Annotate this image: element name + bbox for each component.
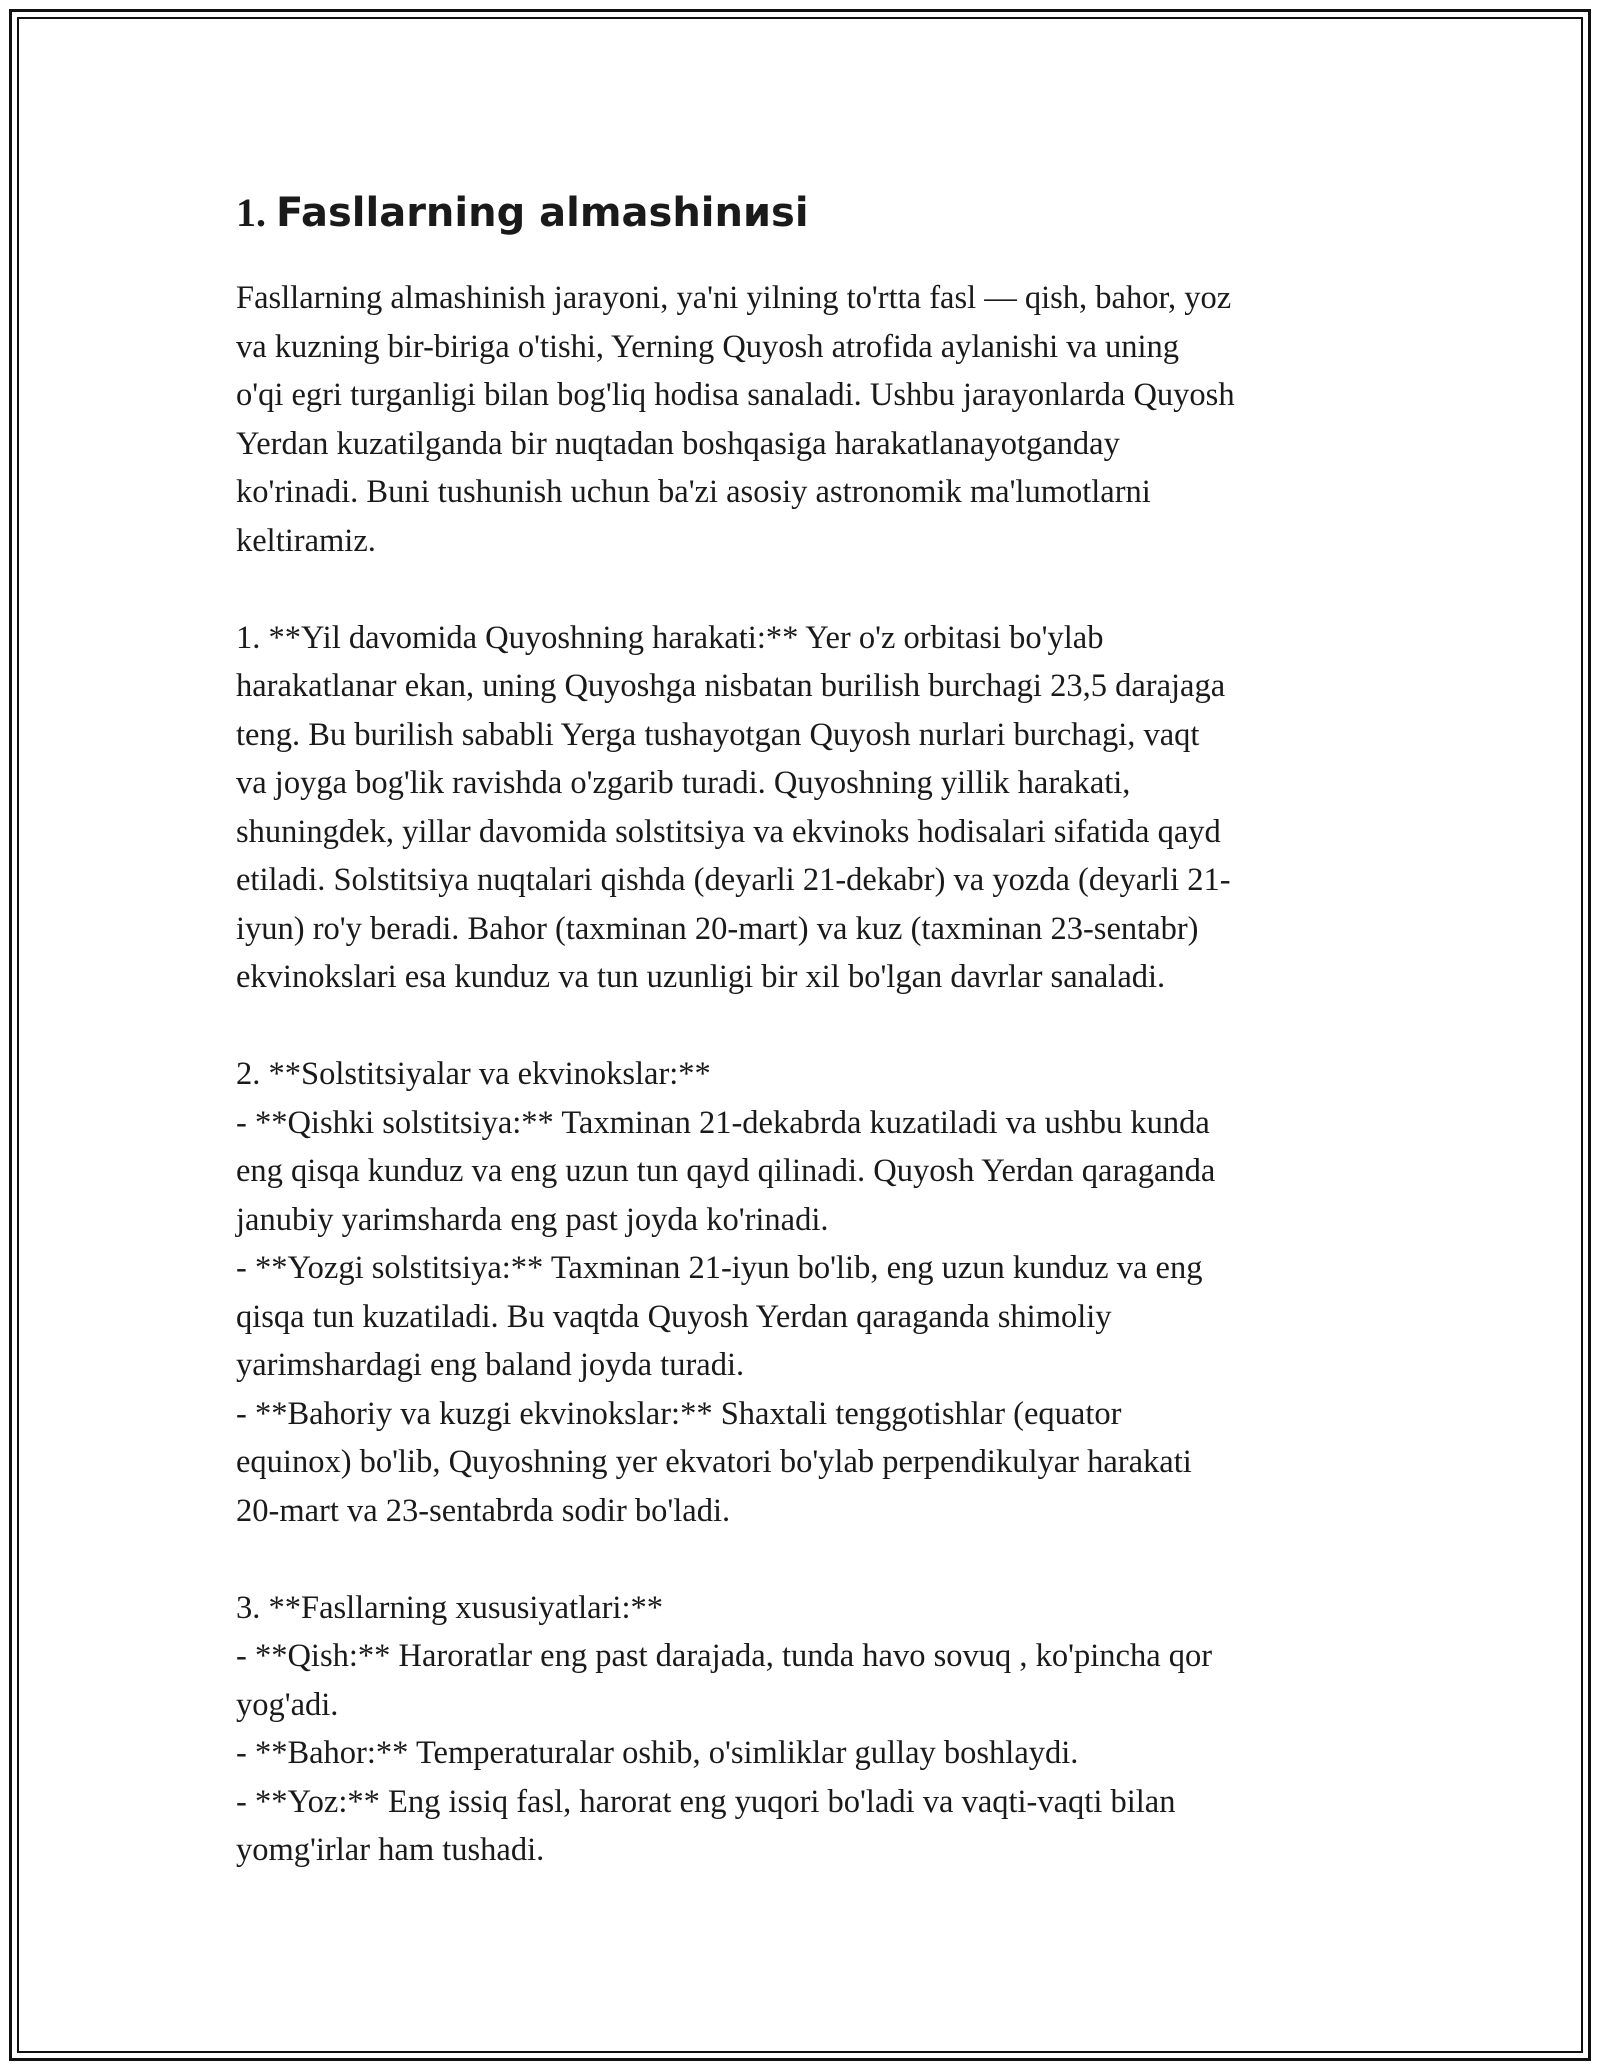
paragraph-spacer	[236, 1002, 1376, 1051]
section-number: 1.	[236, 190, 266, 235]
sun-movement-paragraph: 1. **Yil davomida Quyoshning harakati:** Yer o'z orbitasi bo'ylab harakatlanar ekan, uning Quyoshga nisbatan burilish burchagi 23,5 darajaga teng. Bu burilish sababli Yerga tushayotgan Quyosh nurlari burchagi, vaqt va joyga bog'lik ravishda o'zgarib turadi. Quyoshning yillik harakati, shuningdek, yillar davomida solstitsiya va ekvinoks hodisalari sifatida qayd etiladi. Solstitsiya nuqtalari qishda (deyarli 21-dekabr) va yozda (deyarli 21- iyun) ro'y beradi. Bahor (taxminan 20-mart) va kuz (taxminan 23-sentabr) ekvinokslari esa kunduz va tun uzunligi bir xil bo'lgan davrlar sanaladi.	[236, 619, 1231, 995]
solstices-equinoxes-paragraph: 2. **Solstitsiyalar va ekvinokslar:** - **Qishki solstitsiya:** Taxminan 21-dekabrda kuzatiladi va ushbu kunda eng qisqa kunduz va eng uzun tun qayd qilinadi. Quyosh Yerdan qaraganda janubiy yarimsharda eng past joyda ko'rinadi. - **Yozgi solstitsiya:** Taxminan 21-iyun bo'lib, eng uzun kunduz va eng qisqa tun kuzatiladi. Bu vaqtda Quyosh Yerdan qaraganda shimoliy yarimshardagi eng baland joyda turadi. - **Bahoriy va kuzgi ekvinokslar:** Shaxtali tenggotishlar (equator equinox) bo'lib, Quyoshning yer ekvatori bo'ylab perpendikulyar harakati 20-mart va 23-sentabrda sodir bo'ladi.	[236, 1056, 1216, 1529]
section-heading	[236, 180, 1376, 246]
paragraph-spacer	[236, 1535, 1376, 1584]
intro-paragraph: Fasllarning almashinish jarayoni, ya'ni yilning to'rtta fasl — qish, bahor, yoz va kuzning bir-biriga o'tishi, Yerning Quyosh atrofida aylanishi va uning o'qi egri turganligi bilan bog'liq hodisa sanaladi. Ushbu jarayonlarda Quyosh Yerdan kuzatilganda bir nuqtadan boshqasiga harakatlanayotganday ko'rinadi. Buni tushunish uchun ba'zi asosiy astronomik ma'lumotlarni keltiramiz.	[236, 280, 1235, 559]
section-title: Fasllarning almashinиsi	[276, 190, 809, 236]
document-body	[236, 180, 1376, 1875]
season-features-paragraph: 3. **Fasllarning xususiyatlari:** - **Qish:** Haroratlar eng past darajada, tunda havo sovuq , ko'pincha qor yog'adi. - **Bahor:** Temperaturalar oshib, o'simliklar gullay boshlaydi. - **Yoz:** Eng issiq fasl, harorat eng yuqori bo'ladi va vaqti-vaqti bilan yomg'irlar ham tushadi.	[236, 1589, 1213, 1868]
paragraph-spacer	[236, 565, 1376, 614]
